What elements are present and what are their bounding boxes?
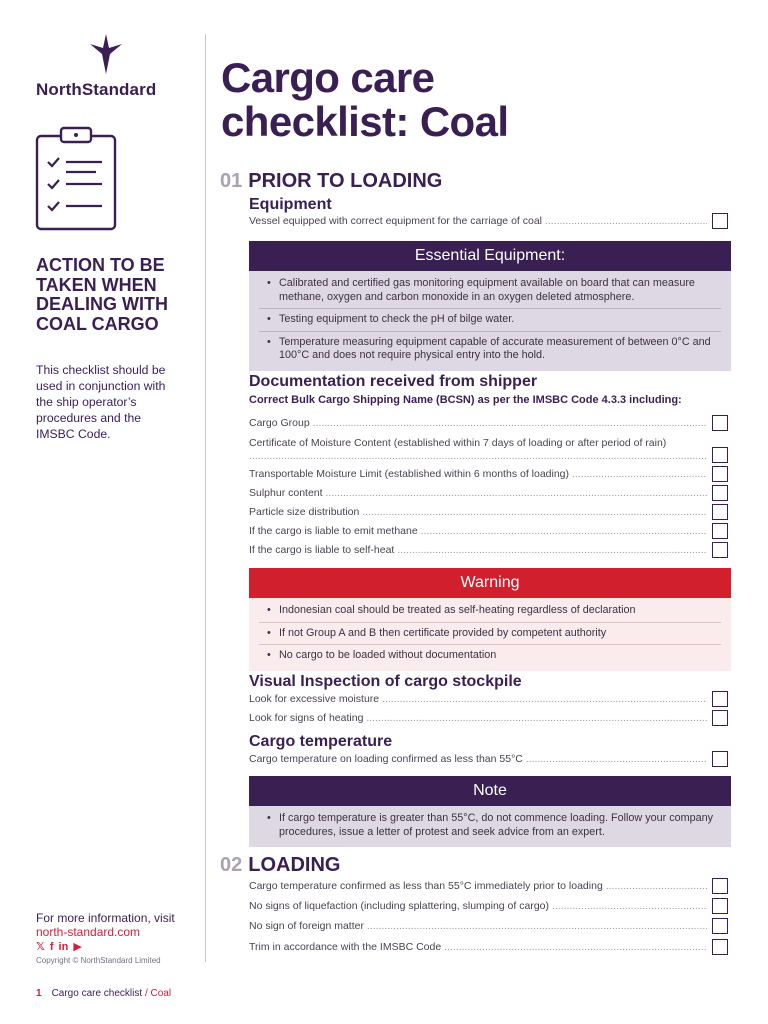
- panel-item: • No cargo to be loaded without documentation: [259, 645, 721, 667]
- checklist-row: [249, 485, 729, 503]
- linkedin-icon[interactable]: in: [58, 941, 69, 953]
- visual-inspection-heading: Visual Inspection of cargo stockpile: [249, 673, 522, 690]
- action-title: ACTION TO BE TAKEN WHEN DEALING WITH COAL CARGO: [36, 255, 168, 334]
- checklist-row: [249, 213, 729, 231]
- checklist-row: [249, 523, 729, 541]
- action-description: This checklist should be used in conjunction with the ship operator’s procedures and the IMSBC Code.: [36, 363, 166, 441]
- checklist-row: [249, 691, 729, 709]
- clipboard-checklist-icon: [34, 126, 118, 232]
- warning-panel: [249, 568, 731, 671]
- page-number: 1: [36, 988, 42, 999]
- checklist-row: [249, 542, 729, 560]
- panel-heading: Note: [249, 776, 731, 806]
- checklist-item-text: Particle size distribution .....: [249, 506, 707, 519]
- checklist-item-text: Transportable Moisture Limit (established within 6 months of loading) .....: [249, 468, 707, 481]
- social-links: [36, 940, 82, 954]
- panel-item: • Temperature measuring equipment capable of accurate measurement of between 0°C and 100°C and does not require physical entry into the hold.: [259, 332, 721, 367]
- checkbox[interactable]: [712, 691, 728, 707]
- panel-item: • If cargo temperature is greater than 55°C, do not commence loading. Follow your company procedures, issue a letter of protest and seek advice from an expert.: [259, 808, 721, 843]
- section-loading: [220, 854, 340, 877]
- checklist-row: [249, 898, 729, 916]
- checkbox[interactable]: [712, 939, 728, 955]
- checklist-item-text: Look for excessive moisture .....: [249, 693, 707, 706]
- checklist-item-text: Look for signs of heating .....: [249, 712, 707, 725]
- title-line-1: Cargo care: [221, 54, 435, 101]
- checklist-row: [249, 878, 729, 896]
- checklist-row: [249, 939, 729, 957]
- checklist-item-text: Trim in accordance with the IMSBC Code .....: [249, 941, 707, 954]
- checklist-row: [249, 466, 729, 484]
- youtube-icon[interactable]: ▶: [73, 941, 82, 953]
- checklist-row: [249, 435, 729, 465]
- note-panel: [249, 776, 731, 847]
- panel-body: [249, 598, 731, 671]
- checklist-item-text: Cargo Group .....: [249, 417, 707, 430]
- website-link[interactable]: north-standard.com: [36, 925, 141, 939]
- checklist-item-text: Cargo temperature confirmed as less than 55°C immediately prior to loading .....: [249, 880, 707, 893]
- footer-separator: /: [144, 988, 148, 999]
- panel-item: • If not Group A and B then certificate provided by competent authority: [259, 623, 721, 646]
- page-footer: [36, 988, 171, 999]
- sidebar: [0, 0, 205, 1024]
- checkbox[interactable]: [712, 878, 728, 894]
- checkbox[interactable]: [712, 751, 728, 767]
- more-info-text: For more information, visit: [36, 911, 175, 925]
- section-title: PRIOR TO LOADING: [248, 170, 443, 192]
- section-prior-to-loading: [220, 170, 442, 193]
- sidebar-divider: [205, 34, 206, 962]
- footer-topic: Coal: [150, 988, 172, 999]
- checklist-row: [249, 504, 729, 522]
- checkbox[interactable]: [712, 213, 728, 229]
- checklist-item-text: Cargo temperature on loading confirmed as less than 55°C .....: [249, 753, 707, 766]
- essential-equipment-panel: [249, 241, 731, 371]
- checkbox[interactable]: [712, 710, 728, 726]
- checklist-item-text: If the cargo is liable to self-heat .....: [249, 544, 707, 557]
- checkbox[interactable]: [712, 485, 728, 501]
- panel-item: • Testing equipment to check the pH of bilge water.: [259, 309, 721, 332]
- section-number: 01: [220, 170, 243, 192]
- checklist-row: [249, 710, 729, 728]
- copyright: Copyright © NorthStandard Limited: [36, 956, 161, 965]
- documentation-note: Correct Bulk Cargo Shipping Name (BCSN) as per the IMSBC Code 4.3.3 including:: [249, 394, 682, 406]
- checklist-item-text: Certificate of Moisture Content (established within 7 days of loading or after period of rain) .....: [249, 437, 707, 463]
- checklist-row: [249, 918, 729, 936]
- x-icon[interactable]: 𝕏: [36, 941, 45, 953]
- cargo-temperature-heading: Cargo temperature: [249, 733, 393, 750]
- checkbox[interactable]: [712, 918, 728, 934]
- checklist-item-text: Vessel equipped with correct equipment for the carriage of coal .....: [249, 215, 707, 228]
- footer-doc-name: Cargo care checklist: [51, 988, 143, 999]
- section-title: LOADING: [248, 854, 341, 876]
- section-number: 02: [220, 854, 243, 876]
- checkbox[interactable]: [712, 504, 728, 520]
- checkbox[interactable]: [712, 447, 728, 463]
- checkbox[interactable]: [712, 466, 728, 482]
- facebook-icon[interactable]: f: [49, 941, 54, 953]
- brand-name: NorthStandard: [36, 80, 157, 99]
- checklist-row: [249, 415, 729, 433]
- panel-body: [249, 806, 731, 847]
- north-star-logo-icon: [88, 34, 124, 74]
- equipment-heading: Equipment: [249, 196, 332, 213]
- panel-heading: Warning: [249, 568, 731, 598]
- documentation-heading: Documentation received from shipper: [249, 373, 538, 390]
- checkbox[interactable]: [712, 542, 728, 558]
- checklist-item-text: No signs of liquefaction (including splattering, slumping of cargo) .....: [249, 900, 707, 913]
- panel-heading: Essential Equipment:: [249, 241, 731, 271]
- panel-item: • Indonesian coal should be treated as self-heating regardless of declaration: [259, 600, 721, 623]
- checklist-item-text: If the cargo is liable to emit methane .....: [249, 525, 707, 538]
- checklist-item-text: Sulphur content .....: [249, 487, 707, 500]
- checkbox[interactable]: [712, 415, 728, 431]
- checkbox[interactable]: [712, 523, 728, 539]
- panel-body: [249, 271, 731, 371]
- page-title: [221, 56, 508, 144]
- title-line-2: checklist: Coal: [221, 98, 509, 145]
- checklist-item-text: No sign of foreign matter .....: [249, 920, 707, 933]
- checklist-row: [249, 751, 729, 769]
- checkbox[interactable]: [712, 898, 728, 914]
- panel-item: • Calibrated and certified gas monitoring equipment available on board that can measure methane, oxygen and carbon monoxide in an oxygen deleted atmosphere.: [259, 273, 721, 309]
